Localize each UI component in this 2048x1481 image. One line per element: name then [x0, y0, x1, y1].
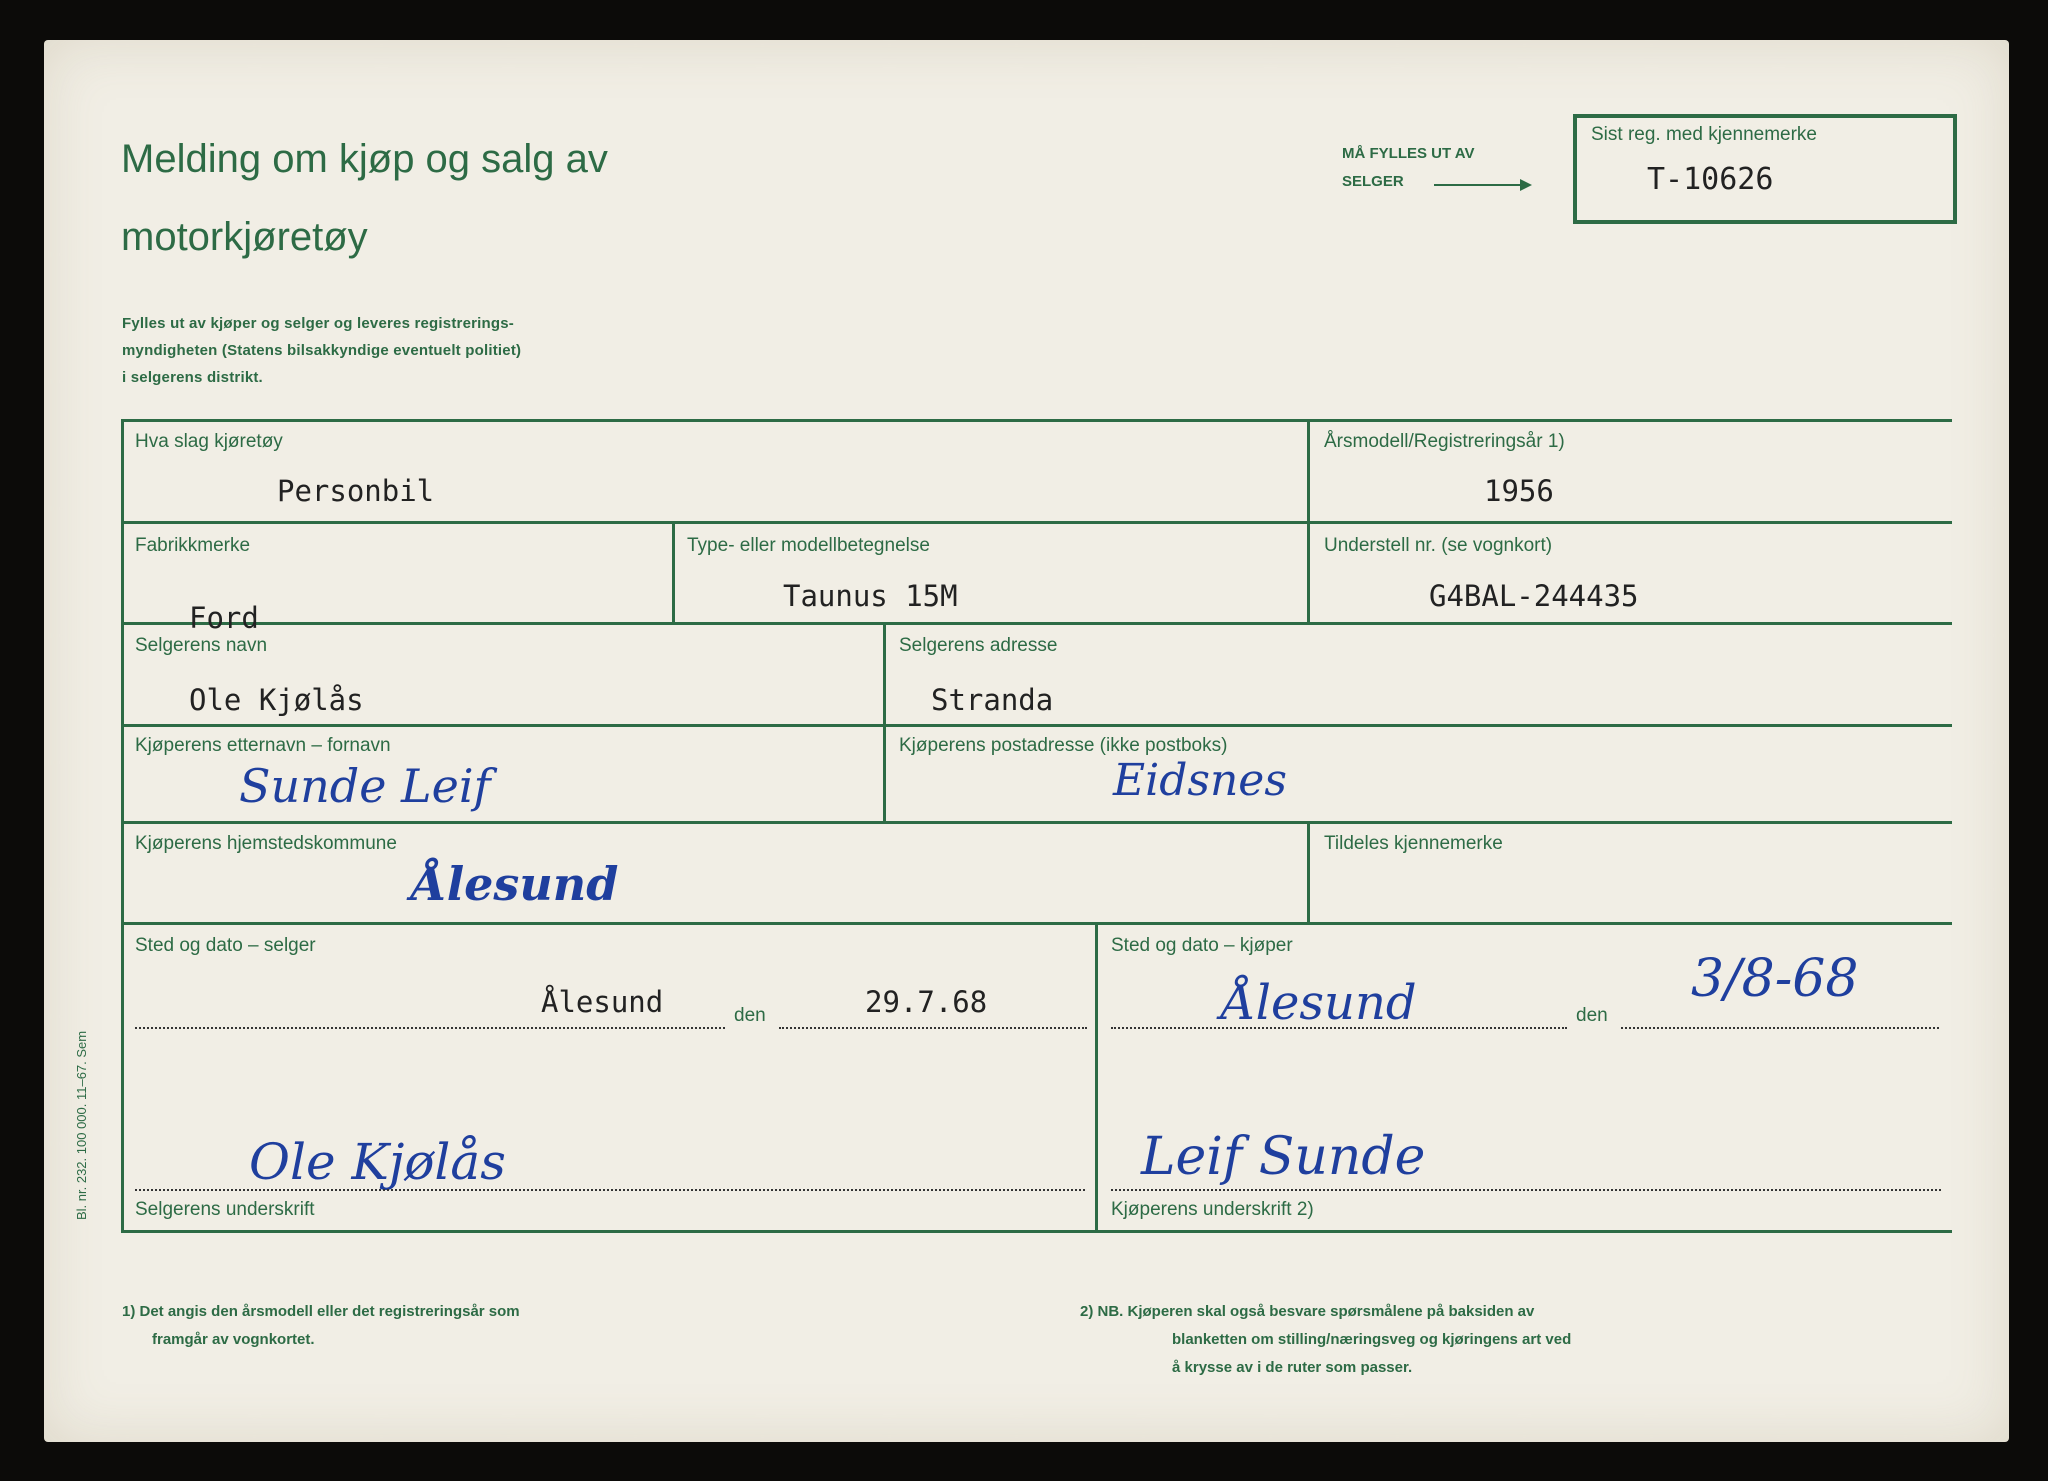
row-divider-1 — [121, 521, 1952, 524]
buyer-date-value: 3/8-68 — [1691, 949, 1859, 1009]
last-registration-value: T-10626 — [1647, 162, 1774, 197]
title-line-1: Melding om kjøp og salg av — [121, 137, 608, 181]
buyer-address-value: Eidsnes — [1113, 755, 1287, 806]
row-divider-2 — [121, 622, 1952, 625]
buyer-name-label: Kjøperens etternavn – fornavn — [135, 735, 391, 756]
chassis-label: Understell nr. (se vognkort) — [1324, 535, 1553, 556]
vehicle-type-value: Personbil — [277, 474, 435, 508]
intro-line-2: myndigheten (Statens bilsakkyndige eventuelt politiet) — [122, 342, 522, 359]
seller-signature-line — [135, 1189, 1085, 1191]
col-divider-plate — [1307, 821, 1310, 922]
row-divider-5 — [121, 922, 1952, 925]
row-divider-4 — [121, 821, 1952, 824]
form-title — [121, 120, 608, 276]
buyer-address-label: Kjøperens postadresse (ikke postboks) — [899, 735, 1228, 756]
registration-card — [44, 40, 2009, 1442]
arrow-right-icon — [1434, 176, 1532, 194]
assigned-plate-label: Tildeles kjennemerke — [1324, 833, 1503, 854]
model-year-label: Årsmodell/Registreringsår 1) — [1324, 431, 1565, 452]
buyer-municipality-label: Kjøperens hjemstedskommune — [135, 833, 397, 854]
buyer-date-line — [1621, 1027, 1939, 1029]
form-left-border — [121, 419, 124, 1233]
footnote-1 — [122, 1298, 520, 1354]
col-divider-place-date — [1095, 922, 1098, 1232]
vehicle-type-label: Hva slag kjøretøy — [135, 431, 283, 452]
col-divider-address — [883, 622, 886, 822]
chassis-value: G4BAL-244435 — [1429, 579, 1639, 613]
buyer-place-date-label: Sted og dato – kjøper — [1111, 935, 1293, 956]
seller-place-line — [135, 1027, 725, 1029]
form-grid — [121, 419, 1952, 1233]
row-divider-3 — [121, 724, 1952, 727]
seller-address-label: Selgerens adresse — [899, 635, 1058, 656]
buyer-place-line — [1111, 1027, 1567, 1029]
buyer-place-value: Ålesund — [1221, 975, 1417, 1031]
buyer-signature-line — [1111, 1189, 1941, 1191]
footnote-1-line-2: framgår av vognkortet. — [152, 1331, 315, 1348]
intro-text — [122, 310, 521, 391]
model-year-value: 1956 — [1484, 474, 1554, 508]
col-divider-year — [1307, 419, 1310, 622]
seller-name-value: Ole Kjølås — [189, 683, 364, 717]
footnote-2-line-1: 2) NB. Kjøperen skal også besvare spørsmålene på baksiden av — [1080, 1303, 1535, 1320]
seller-must-fill-line-2: SELGER — [1342, 173, 1404, 190]
buyer-signature: Leif Sunde — [1141, 1127, 1426, 1187]
intro-line-1: Fylles ut av kjøper og selger og leveres registrerings- — [122, 315, 514, 332]
make-label: Fabrikkmerke — [135, 535, 251, 556]
seller-must-fill-line-1: MÅ FYLLES UT AV — [1342, 145, 1475, 162]
seller-name-label: Selgerens navn — [135, 635, 268, 656]
make-value: Ford — [189, 601, 259, 635]
last-registration-box — [1573, 114, 1957, 224]
buyer-name-value: Sunde Leif — [239, 759, 491, 813]
seller-place-date-label: Sted og dato – selger — [135, 935, 316, 956]
last-registration-label: Sist reg. med kjennemerke — [1591, 124, 1817, 145]
form-top-border — [121, 419, 1952, 422]
footnote-2 — [1080, 1298, 1571, 1382]
intro-line-3: i selgerens distrikt. — [122, 369, 263, 386]
seller-signature-label: Selgerens underskrift — [135, 1199, 315, 1220]
buyer-signature-label: Kjøperens underskrift 2) — [1111, 1199, 1314, 1220]
title-line-2: motorkjøretøy — [121, 215, 368, 259]
seller-date-value: 29.7.68 — [865, 985, 988, 1019]
form-bottom-border — [121, 1230, 1952, 1233]
seller-date-line — [779, 1027, 1087, 1029]
seller-den-label: den — [734, 1005, 766, 1026]
seller-place-value: Ålesund — [541, 985, 664, 1019]
buyer-municipality-value: Ålesund — [411, 857, 619, 911]
footnote-1-line-1: 1) Det angis den årsmodell eller det registreringsår som — [122, 1303, 520, 1320]
col-divider-model — [672, 521, 675, 622]
seller-signature: Ole Kjølås — [249, 1133, 506, 1191]
model-label: Type- eller modellbetegnelse — [687, 535, 930, 556]
footnote-2-line-2: blanketten om stilling/næringsveg og kjøringens art ved — [1172, 1331, 1572, 1348]
form-print-info: Bl. nr. 232. 100 000. 11–67. Sem — [74, 1030, 89, 1220]
seller-address-value: Stranda — [931, 683, 1054, 717]
model-value: Taunus 15M — [783, 579, 958, 613]
buyer-den-label: den — [1576, 1005, 1608, 1026]
footnote-2-line-3: å krysse av i de ruter som passer. — [1172, 1359, 1413, 1376]
